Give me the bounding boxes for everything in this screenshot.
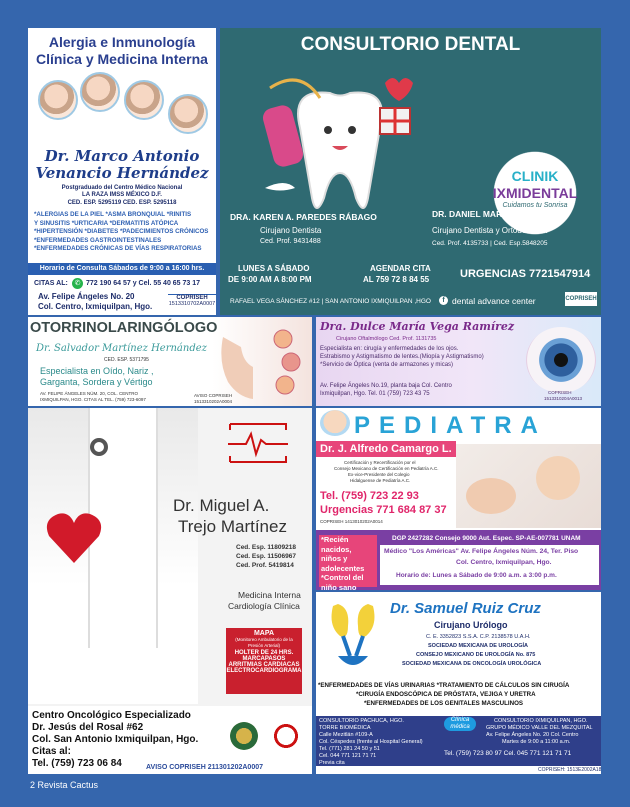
uro-society-2: CONSEJO MEXICANO DE UROLOGÍA No. 875	[416, 652, 536, 658]
mapa-description: (Monitoreo Ambulatorio de la Presión Arterial)	[235, 637, 293, 648]
cedula: CED. ESP. 5295119 CED. ESP. 5295118	[67, 200, 177, 206]
allergy-doctor-name: Dr. Marco Antonio Venancio Hernández	[35, 147, 209, 182]
dental-schedule-2: DE 9:00 AM A 8:00 PM	[228, 275, 312, 284]
dental-agenda-phone: AL 759 72 8 84 55	[363, 275, 430, 284]
pediatra-address: Médico "Los Américas" Av. Felipe Ángeles Núm. 24, Ter. Piso	[384, 548, 579, 555]
uro-service: *ENFERMEDADES DE VÍAS URINARIAS *TRATAMIENTO DE CÁLCULOS SIN CIRUGÍA	[318, 682, 570, 689]
seal-icon	[230, 722, 258, 750]
orl-address: AV. FELIPE ÁNGELES NÚM. 20, COL. CENTRO	[40, 391, 139, 396]
credentials: Postgraduado del Centro Médico Nacional	[61, 185, 183, 191]
uro-society: SOCIEDAD MEXICANA DE UROLOGÍA	[428, 643, 529, 649]
heart-icon	[44, 508, 104, 568]
uro-ced: C. E. 3352823 S.S.A. C.P. 2138578 U.A.H.	[426, 634, 531, 640]
oph-ced: Cirujano Oftalmólogo Ced. Prof. 1131735	[336, 336, 437, 342]
facebook-icon: f	[439, 296, 448, 305]
dental-doctor-1-role: Cirujano Dentista	[260, 226, 322, 235]
uro-ixmiquilpan-4: Martes de 9:00 a 11:00 a.m.	[502, 739, 571, 745]
oph-copriseh: COPRISEH	[548, 390, 572, 395]
pediatra-copriseh: COPRISEH 1413010202A0014	[320, 519, 383, 524]
pediatra-cert-2: Consejo Mexicano de Certificación en Pediatría A.C.	[334, 466, 439, 471]
babies-photo	[456, 444, 601, 528]
service-arrhythmia: ARRITMIAS CARDIACAS	[228, 662, 300, 668]
oph-doctor: Dra. Dulce María Vega Ramírez	[320, 320, 515, 333]
orl-aviso: AVISO COPRISEH	[194, 393, 233, 398]
dental-urgencias: URGENCIAS 7721547914	[460, 268, 591, 280]
uro-pachuca-4: Col. Céspedes (frente al Hospital General)	[319, 739, 423, 745]
pediatra-doctor: Dr. J. Alfredo Camargo L.	[320, 443, 452, 455]
patient-photo-4	[168, 94, 208, 134]
uro-role: Cirujano Urólogo	[434, 620, 508, 630]
orl-title: OTORRINOLARINGÓLOGO	[30, 320, 218, 336]
oph-specialty: Especialista en: cirugía y enfermedades de los ojos.	[320, 346, 459, 352]
uro-pachuca-6: Cel. 044 771 121 71 71	[319, 753, 377, 759]
dental-address: RAFAEL VEGA SÁNCHEZ #12 | SAN ANTONIO IXMIQUILPAN ,HGO	[230, 298, 431, 305]
dental-doctor-1: DRA. KAREN A. PAREDES RÁBAGO	[230, 212, 377, 222]
citas-label: CITAS AL:	[34, 280, 68, 287]
whatsapp-icon: ✆	[72, 278, 83, 289]
uro-pachuca-5: Tel. (771) 281 24 50 y 51	[319, 746, 380, 752]
service-control: *Control del	[321, 573, 364, 582]
miguel-services-box	[226, 628, 302, 694]
uro-doctor: Dr. Samuel Ruiz Cruz	[390, 600, 541, 617]
brand-line-2: IXMIDENTAL	[492, 185, 578, 201]
doctor-photo	[28, 408, 198, 704]
tooth-mascot-icon	[260, 68, 420, 228]
orl-specialty-2: Garganta, Sordera y Vértigo	[40, 377, 153, 387]
ad-ophthalmology	[316, 317, 601, 406]
service-line: *ENFERMEDADES GASTROINTESTINALES	[34, 236, 162, 244]
dental-doctor-1-ced: Ced. Prof. 9431488	[260, 238, 321, 245]
service-line: *HIPERTENSIÓN *DIABETES *PADECIMIENTOS CRÓNICOS	[34, 228, 209, 235]
mapa-label: MAPA	[253, 630, 275, 637]
baby-2	[536, 456, 580, 500]
dental-title: CONSULTORIO DENTAL	[300, 34, 521, 55]
miguel-specialty-2: Cardiología Clínica	[228, 601, 300, 611]
clinic-logo: Clínica médica	[444, 717, 476, 731]
pediatra-phone: Tel. (759) 723 22 93	[320, 490, 419, 502]
page-footer: 2 Revista Cactus	[30, 780, 99, 790]
miguel-ced-3: Ced. Prof. 5419814	[236, 562, 294, 569]
credentials-2: LA RAZA IMSS MÉXICO D.F.	[82, 192, 162, 198]
miguel-aviso: AVISO COPRISEH 211301202A0007	[146, 764, 263, 771]
pediatra-cert-4: Hidalguense de Pediatría A.C.	[350, 478, 411, 483]
copriseh-badge: COPRISEH	[565, 292, 597, 306]
allergy-services	[34, 211, 214, 254]
uro-service-3: *ENFERMEDADES DE LOS GENITALES MASCULINOS	[364, 700, 524, 707]
heartbeat-logo-icon	[228, 422, 288, 464]
uro-ixmiquilpan-5: Tel. (759) 723 80 97 Cel. 045 771 121 71 71	[444, 750, 572, 757]
ad-dental	[220, 28, 601, 315]
uro-copriseh: COPRISEH: 1513E2002A18	[538, 767, 601, 773]
pediatra-dgp: DGP 2427282 Consejo 9000 Aut. Espec. SP-AE-007781 UNAM	[392, 535, 581, 542]
stethoscope-icon	[90, 438, 108, 456]
copriseh-number: 1513310702A0007	[168, 301, 216, 307]
uro-society-3: SOCIEDAD MEXICANA DE ONCOLOGÍA UROLÓGICA	[402, 661, 542, 667]
patient-photo-3	[124, 80, 164, 120]
oph-specialty-2: Estrabismo y Astigmatismo de lentes.(Miopía y Astigmatismo)	[320, 354, 484, 360]
miguel-ced-2: Ced. Esp. 11506967	[236, 553, 296, 560]
oph-address-2: Ixmiquilpan, Hgo. Tel. 01 (759) 723 43 75	[320, 391, 430, 397]
cardiology-seal-icon	[272, 722, 300, 750]
allergy-address-2: Col. Centro, Ixmiquilpan, Hgo.	[38, 302, 153, 311]
uro-ixmiquilpan-2: GRUPO MÉDICO VALLE DEL MEZQUITAL	[486, 725, 593, 731]
service-teens: adolecentes	[321, 563, 365, 573]
miguel-specialty: Medicina Interna	[238, 590, 301, 600]
baby-icon	[320, 410, 350, 436]
service-children: niños y	[321, 554, 348, 563]
service-ecg: ELECTROCARDIOGRAMA	[226, 668, 302, 674]
miguel-name: Dr. Miguel A.	[173, 496, 270, 515]
service-pacemaker: MARCAPASOS	[242, 656, 286, 662]
service-line: *ENFERMEDADES CRÓNICAS DE VÍAS RESPIRATORIAS	[34, 245, 202, 252]
baby-1	[466, 478, 516, 514]
allergy-address: Av. Felipe Ángeles No. 20	[38, 292, 135, 301]
allergy-hours: Horario de Consulta Sábados de 9:00 a 16:00 hrs.	[28, 263, 216, 275]
dental-doctor-2-ced: Ced. Prof. 4135733 | Ced. Esp.5848205	[432, 240, 548, 247]
pediatra-title: PEDIATRA	[354, 412, 547, 439]
pediatra-cert: Certificación y Recertificación por el	[344, 460, 416, 465]
uro-pachuca: CONSULTORIO PACHUCA, HGO.	[319, 718, 404, 724]
uro-pachuca-3: Calle Mezitlán #109-A	[319, 732, 373, 738]
oph-address: Av. Felipe Ángeles No.19, planta baja Col. Centro	[320, 383, 452, 389]
uro-pachuca-7: Previa cita	[319, 760, 345, 766]
service-line: *ALERGIAS DE LA PIEL *ASMA BRONQUIAL *RINITIS	[34, 211, 192, 218]
miguel-citas: Citas al:	[32, 746, 71, 757]
miguel-name-2: Trejo Martínez	[178, 517, 287, 536]
patient-photo-1	[38, 80, 78, 120]
orl-address-2: IXMIQUILPAN, HGO. CITAS AL TEL. (759) 723-6097	[40, 397, 146, 402]
service-newborn: *Recién nacidos,	[321, 535, 352, 554]
pediatra-address-2: Col. Centro, Ixmiquilpan, Hgo.	[456, 559, 552, 566]
dental-schedule: LUNES A SÁBADO	[238, 264, 310, 273]
miguel-phone: Tel. (759) 723 06 84	[32, 758, 122, 769]
pediatra-hours: Horario de: Lunes a Sábado de 9:00 a.m. a 3:00 p.m.	[396, 572, 557, 579]
miguel-ced-1: Ced. Esp. 11809218	[236, 544, 296, 551]
pediatra-urgencias: Urgencias 771 684 87 37	[320, 504, 447, 516]
oph-copriseh-number: 1513310204A0013	[544, 396, 583, 401]
uro-service-2: *CIRUGÍA ENDOSCÓPICA DE PRÓSTATA, VEJIGA Y URETRA	[356, 691, 536, 698]
ad-allergy	[28, 28, 216, 315]
pediatra-cert-3: Ex-vice-Presidente del Colegio	[348, 472, 410, 477]
ear-nose-throat-icon	[213, 327, 303, 402]
uro-ixmiquilpan-3: Av. Felipe Ángeles No. 20 Col. Centro	[486, 732, 579, 738]
pediatra-services	[319, 535, 377, 590]
orl-aviso-number: 1513310202A0004	[194, 399, 233, 404]
oncology-center: Centro Oncológico Especializado	[32, 710, 191, 721]
uro-ixmiquilpan: CONSULTORIO IXMIQUILPAN, HGO.	[494, 718, 588, 724]
patient-photo-2	[80, 72, 120, 112]
copriseh-badge	[168, 294, 216, 315]
dental-doctor-2: DR. DANIEL MARTÍNES TORRES	[432, 209, 565, 219]
miguel-address: Dr. Jesús del Rosal #62	[32, 722, 144, 733]
allergy-title: Alergia e Inmunología Clínica y Medicina Interna	[36, 34, 208, 67]
ad-cardiology	[28, 408, 312, 774]
allergy-phones: 772 190 64 57 y Cel. 55 40 65 73 17	[86, 280, 201, 287]
miguel-address-2: Col. San Antonio Ixmiquilpan, Hgo.	[32, 734, 199, 745]
oph-optics: *Servicio de Óptica (venta de armazones y micas)	[320, 362, 454, 368]
copriseh-label: COPRISEH	[176, 295, 208, 301]
uro-info-bar	[316, 716, 601, 766]
ad-pediatrics	[316, 408, 601, 590]
ad-urology	[316, 592, 601, 774]
service-healthy: niño sano	[321, 582, 357, 590]
uro-pachuca-2: TORRE BIOMÉDICA	[319, 725, 371, 731]
brand-tagline: Cuidamos tu Sonrisa	[502, 202, 568, 209]
dental-facebook: dental advance center	[452, 296, 536, 306]
service-line: Y SINUSITIS *URTICARIA *DERMATITIS ATÓPICA	[34, 219, 179, 227]
orl-doctor: Dr. Salvador Martínez Hernández	[36, 343, 207, 354]
eye-icon	[526, 327, 596, 393]
orl-ced: CED. ESP. 5371795	[104, 357, 149, 363]
ad-orl	[28, 317, 312, 406]
service-holter: HOLTER DE 24 HRS.	[234, 650, 294, 656]
kidney-icon	[328, 596, 378, 674]
dental-doctor-2-role: Cirujano Dentista y Ortodoncista	[432, 226, 548, 235]
orl-specialty: Especialista en Oído, Nariz ,	[40, 366, 154, 376]
brand-line-1: CLINIK	[511, 168, 559, 184]
dental-agenda: AGENDAR CITA	[370, 264, 431, 273]
